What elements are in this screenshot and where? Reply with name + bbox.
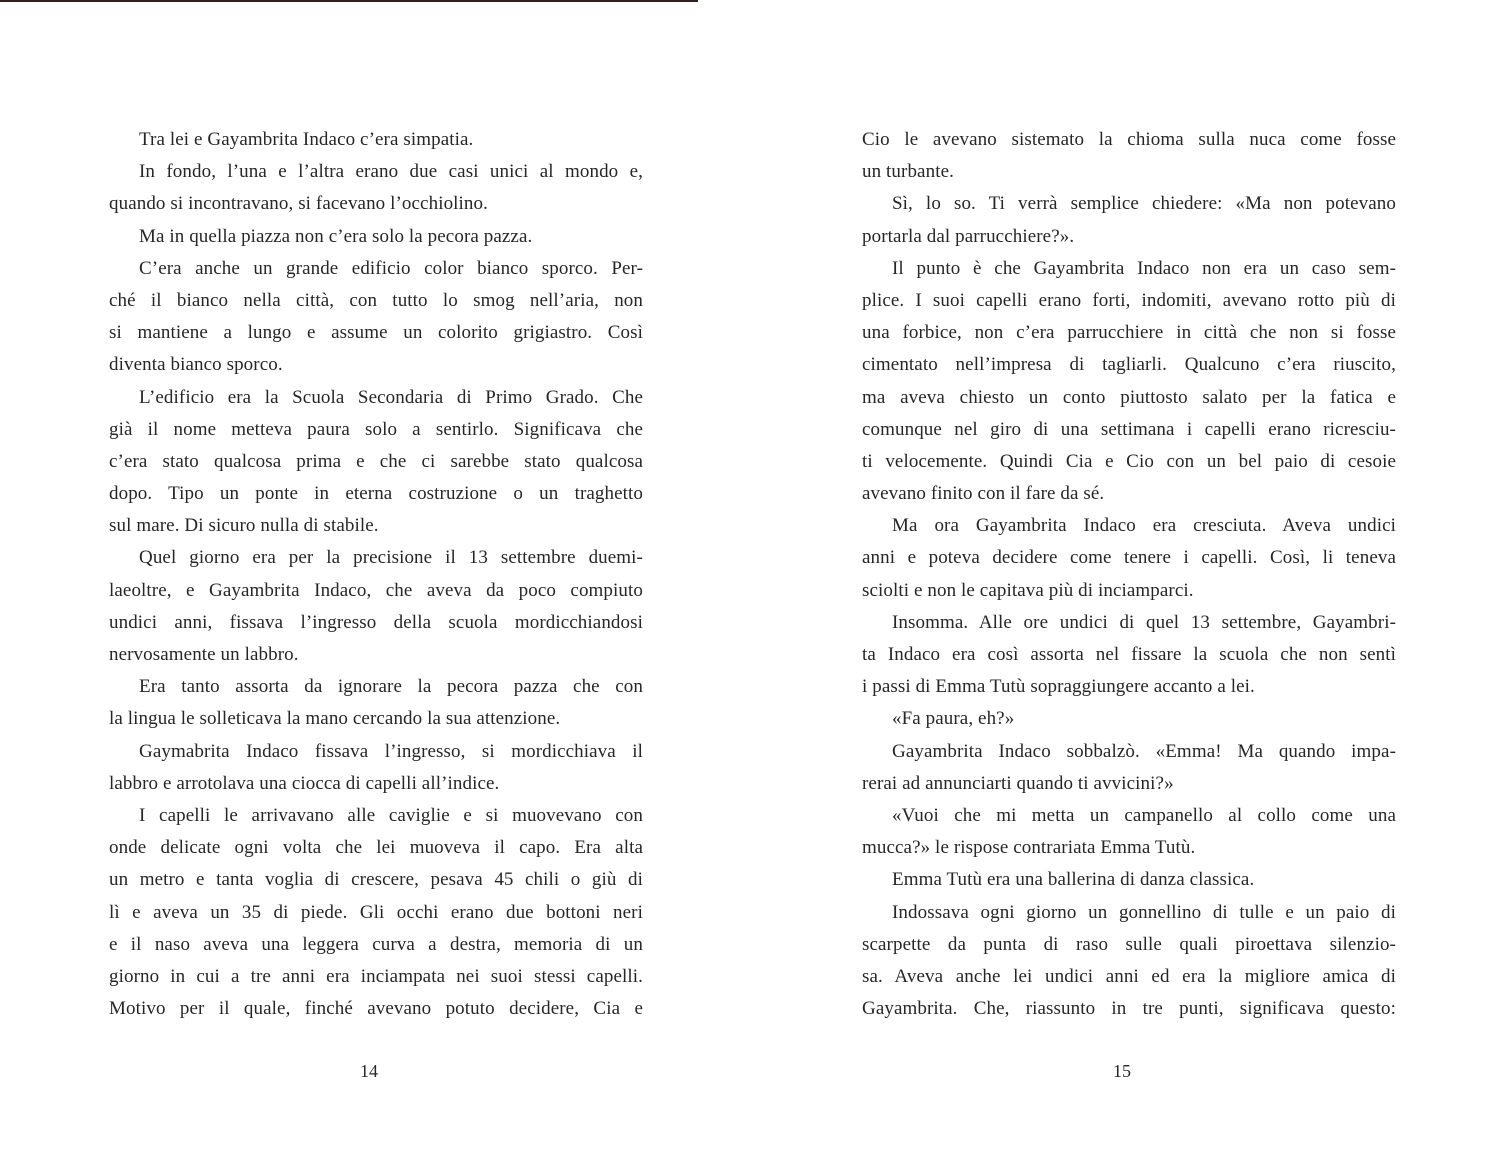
text-line: lì e aveva un 35 di piede. Gli occhi erano due bottoni neri bbox=[109, 901, 643, 923]
text-line: quando si incontravano, si facevano l’occhiolino. bbox=[109, 193, 488, 215]
page-right-page-number: 15 bbox=[1113, 1061, 1131, 1081]
text-line: C’era anche un grande edificio color bianco sporco. Per- bbox=[139, 257, 643, 279]
text-line: onde delicate ogni volta che lei muoveva il capo. Era alta bbox=[109, 837, 643, 859]
text-line: Ma ora Gayambrita Indaco era cresciuta. Aveva undici bbox=[892, 515, 1396, 537]
text-line: sciolti e non le capitava più di inciamparci. bbox=[862, 579, 1194, 601]
text-line: Cio le avevano sistemato la chioma sulla nuca come fosse bbox=[862, 129, 1396, 150]
text-line: Gayambrita. Che, riassunto in tre punti, significava questo: bbox=[862, 998, 1396, 1020]
text-line: una forbice, non c’era parrucchiere in città che non si fosse bbox=[862, 322, 1396, 344]
text-line: Motivo per il quale, finché avevano potuto decidere, Cia e bbox=[109, 998, 643, 1020]
text-line: labbro e arrotolava una ciocca di capelli all’indice. bbox=[109, 772, 500, 794]
text-line: Il punto è che Gayambrita Indaco non era un caso sem- bbox=[892, 257, 1396, 279]
text-line: laeoltre, e Gayambrita Indaco, che aveva da poco compiuto bbox=[109, 579, 643, 601]
text-line: giorno in cui a tre anni era inciampata nei suoi stessi capelli. bbox=[109, 965, 643, 987]
text-line: cimentato nell’impresa di tagliarli. Qualcuno c’era riuscito, bbox=[862, 354, 1396, 376]
text-line: la lingua le solleticava la mano cercando la sua attenzione. bbox=[109, 708, 561, 730]
text-line: Insomma. Alle ore undici di quel 13 settembre, Gayambri- bbox=[892, 611, 1396, 633]
page-right-text-block bbox=[862, 124, 1396, 1025]
page-left-page-number: 14 bbox=[360, 1061, 378, 1081]
text-line: portarla dal parrucchiere?». bbox=[862, 225, 1075, 247]
text-line: plice. I suoi capelli erano forti, indomiti, avevano rotto più di bbox=[862, 289, 1396, 311]
text-line: Quel giorno era per la precisione il 13 settembre duemi- bbox=[139, 547, 643, 569]
text-line: Gaymabrita Indaco fissava l’ingresso, si mordicchiava il bbox=[139, 740, 643, 762]
text-line: nervosamente un labbro. bbox=[109, 644, 299, 665]
text-line: sul mare. Di sicuro nulla di stabile. bbox=[109, 515, 379, 537]
text-line: scarpette da punta di raso sulle quali piroettava silenzio- bbox=[862, 933, 1396, 955]
text-line: rerai ad annunciarti quando ti avvicini?» bbox=[862, 772, 1174, 794]
text-line: Gayambrita Indaco sobbalzò. «Emma! Ma quando impa- bbox=[892, 740, 1396, 762]
text-line: Emma Tutù era una ballerina di danza classica. bbox=[892, 869, 1255, 891]
text-line: In fondo, l’una e l’altra erano due casi unici al mondo e, bbox=[139, 161, 643, 183]
text-line: «Fa paura, eh?» bbox=[892, 708, 1015, 730]
text-line: si mantiene a lungo e assume un colorito grigiastro. Così bbox=[109, 322, 643, 344]
text-line: anni e poteva decidere come tenere i capelli. Così, li teneva bbox=[862, 547, 1396, 569]
text-line: undici anni, fissava l’ingresso della scuola mordicchiandosi bbox=[109, 611, 643, 633]
text-line: c’era stato qualcosa prima e che ci sarebbe stato qualcosa bbox=[109, 450, 643, 472]
text-line: Era tanto assorta da ignorare la pecora pazza che con bbox=[139, 676, 643, 698]
text-line: già il nome metteva paura solo a sentirlo. Significava che bbox=[109, 418, 643, 440]
text-line: comunque nel giro di una settimana i capelli erano ricresciu- bbox=[862, 418, 1396, 440]
text-line: I capelli le arrivavano alle caviglie e si muovevano con bbox=[139, 804, 643, 826]
page-left-text-block bbox=[109, 124, 643, 1025]
text-line: ti velocemente. Quindi Cia e Cio con un bel paio di cesoie bbox=[862, 450, 1396, 472]
text-line: Tra lei e Gayambrita Indaco c’era simpatia. bbox=[139, 129, 474, 150]
text-line: ta Indaco era così assorta nel fissare la scuola che non sentì bbox=[862, 644, 1396, 665]
page-right bbox=[750, 0, 1500, 1154]
text-line: ma aveva chiesto un conto piuttosto salato per la fatica e bbox=[862, 386, 1396, 408]
text-line: un metro e tanta voglia di crescere, pesava 45 chili o giù di bbox=[109, 869, 643, 891]
text-line: L’edificio era la Scuola Secondaria di Primo Grado. Che bbox=[139, 386, 643, 408]
text-line: Sì, lo so. Ti verrà semplice chiedere: «Ma non potevano bbox=[892, 193, 1396, 215]
text-line: Indossava ogni giorno un gonnellino di tulle e un paio di bbox=[892, 901, 1396, 923]
text-line: dopo. Tipo un ponte in eterna costruzione o un traghetto bbox=[109, 483, 643, 505]
text-line: diventa bianco sporco. bbox=[109, 354, 283, 376]
text-line: ché il bianco nella città, con tutto lo smog nell’aria, non bbox=[109, 289, 643, 311]
text-line: «Vuoi che mi metta un campanello al collo come una bbox=[892, 804, 1396, 826]
text-line: sa. Aveva anche lei undici anni ed era la migliore amica di bbox=[862, 965, 1396, 987]
text-line: Ma in quella piazza non c’era solo la pecora pazza. bbox=[139, 225, 533, 247]
text-line: e il naso aveva una leggera curva a destra, memoria di un bbox=[109, 933, 643, 955]
text-line: un turbante. bbox=[862, 161, 954, 183]
text-line: mucca?» le rispose contrariata Emma Tutù. bbox=[862, 837, 1196, 859]
text-line: i passi di Emma Tutù sopraggiungere accanto a lei. bbox=[862, 676, 1255, 698]
text-line: avevano finito con il fare da sé. bbox=[862, 483, 1105, 505]
